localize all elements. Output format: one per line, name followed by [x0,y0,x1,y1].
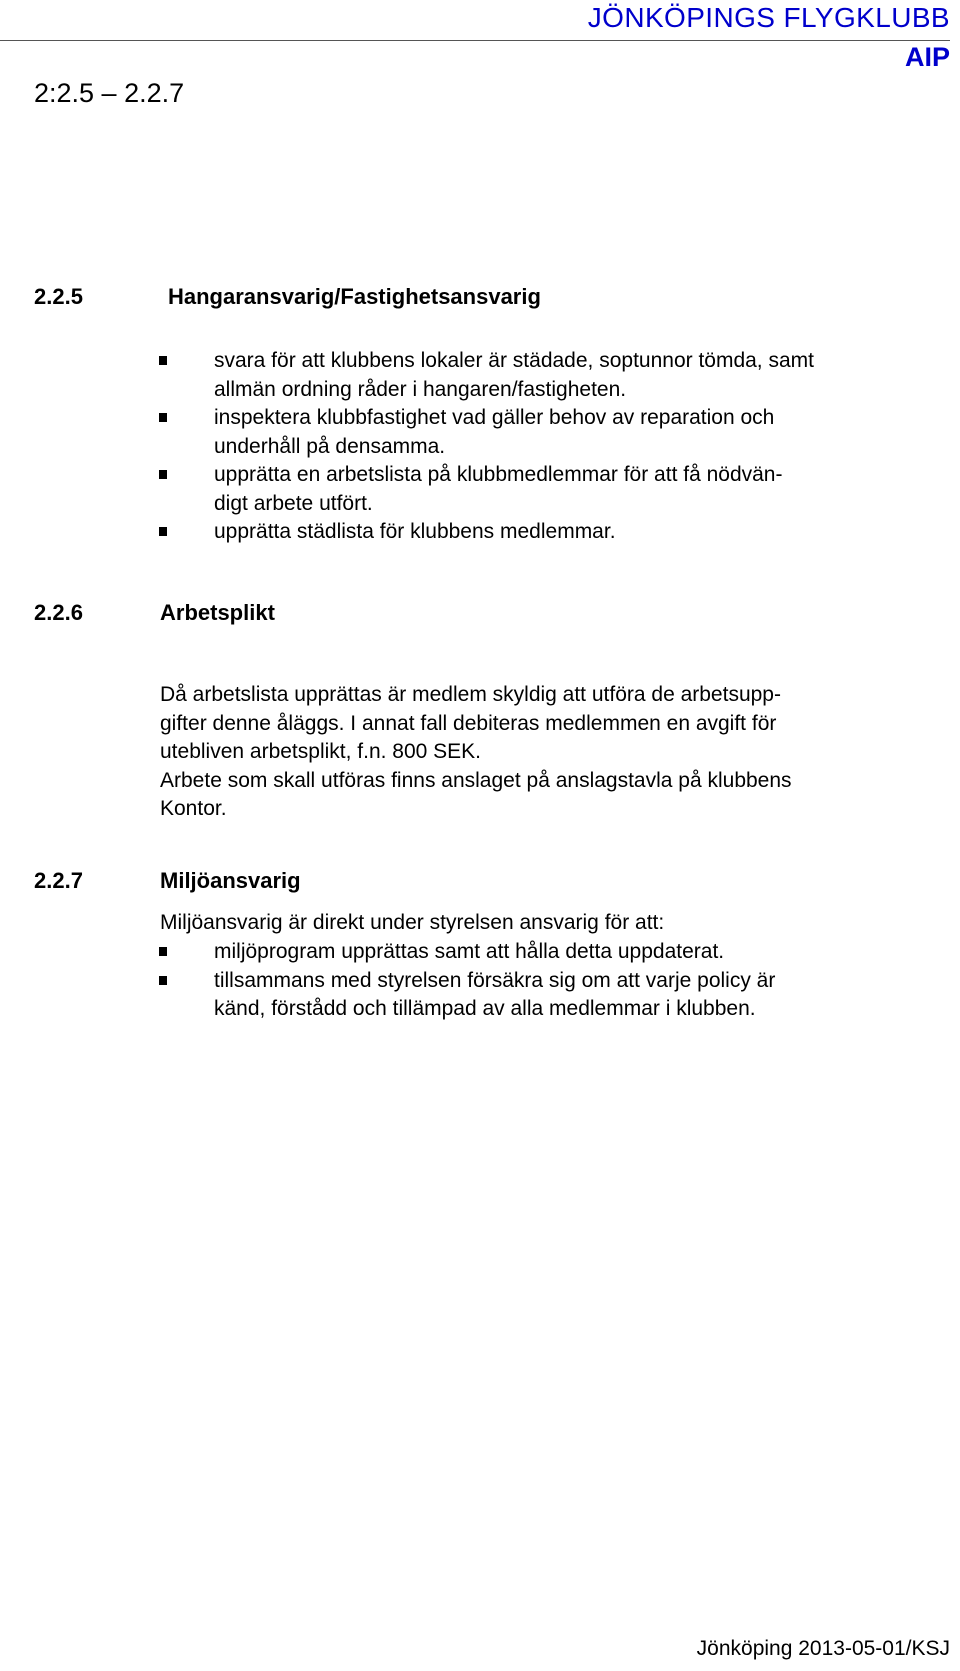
document-code: AIP [904,42,950,72]
bullet-list-miljoansvarig [214,938,775,1024]
list-item [214,347,814,404]
square-bullet-icon [159,470,167,479]
list-item-text: känd, förstådd och tillämpad av alla medlemmar i klubben. [214,997,756,1020]
list-item-text: digt arbete utfört. [214,491,373,515]
paragraph-line: utebliven arbetsplikt, f.n. 800 SEK. [160,740,482,763]
section-title-arbetsplikt: Arbetsplikt [160,600,275,625]
paragraph-line: Kontor. [160,797,227,820]
paragraph-line: gifter denne åläggs. I annat fall debiteras medlemmen en avgift för [160,711,777,735]
list-item-text: inspektera klubbfastighet vad gäller behov av reparation och [214,406,775,429]
square-bullet-icon [159,413,167,422]
list-item [214,967,775,1024]
section-title-miljoansvarig: Miljöansvarig [160,868,301,893]
organization-name: JÖNKÖPINGS FLYGKLUBB [587,2,950,33]
paragraph-line: Då arbetslista upprättas är medlem skyldig att utföra de arbetsupp- [160,683,781,706]
list-item [214,938,775,967]
section-number-2-2-6: 2.2.6 [34,600,83,625]
intro-miljoansvarig: Miljöansvarig är direkt under styrelsen ansvarig för att: [160,911,665,934]
header-divider [0,40,950,41]
list-item-text: allmän ordning råder i hangaren/fastigheten. [214,377,627,401]
square-bullet-icon [159,527,167,536]
list-item [214,518,814,547]
list-item-text: tillsammans med styrelsen försäkra sig om att varje policy är [214,968,776,992]
paragraph-line: Arbete som skall utföras finns anslaget på anslagstavla på klubbens [160,768,792,792]
list-item-text: miljöprogram upprättas samt att hålla detta uppdaterat. [214,940,725,963]
page-section-range: 2:2.5 – 2.2.7 [34,78,185,108]
list-item-text: upprätta en arbetslista på klubbmedlemmar för att få nödvän- [214,463,783,486]
list-item [214,461,814,518]
footer-date-signature: Jönköping 2013-05-01/KSJ [696,1637,950,1660]
list-item-text: underhåll på densamma. [214,434,446,458]
bullet-list-hangaransvarig [214,347,814,547]
paragraph-arbetsplikt [160,681,792,824]
square-bullet-icon [159,947,167,956]
section-number-2-2-5: 2.2.5 [34,284,83,309]
square-bullet-icon [159,976,167,985]
square-bullet-icon [159,356,167,365]
list-item [214,404,814,461]
list-item-text: svara för att klubbens lokaler är städade, soptunnor tömda, samt [214,349,814,372]
list-item-text: upprätta städlista för klubbens medlemmar. [214,520,616,543]
section-title-hangaransvarig: Hangaransvarig/Fastighetsansvarig [168,284,541,309]
section-number-2-2-7: 2.2.7 [34,868,83,893]
